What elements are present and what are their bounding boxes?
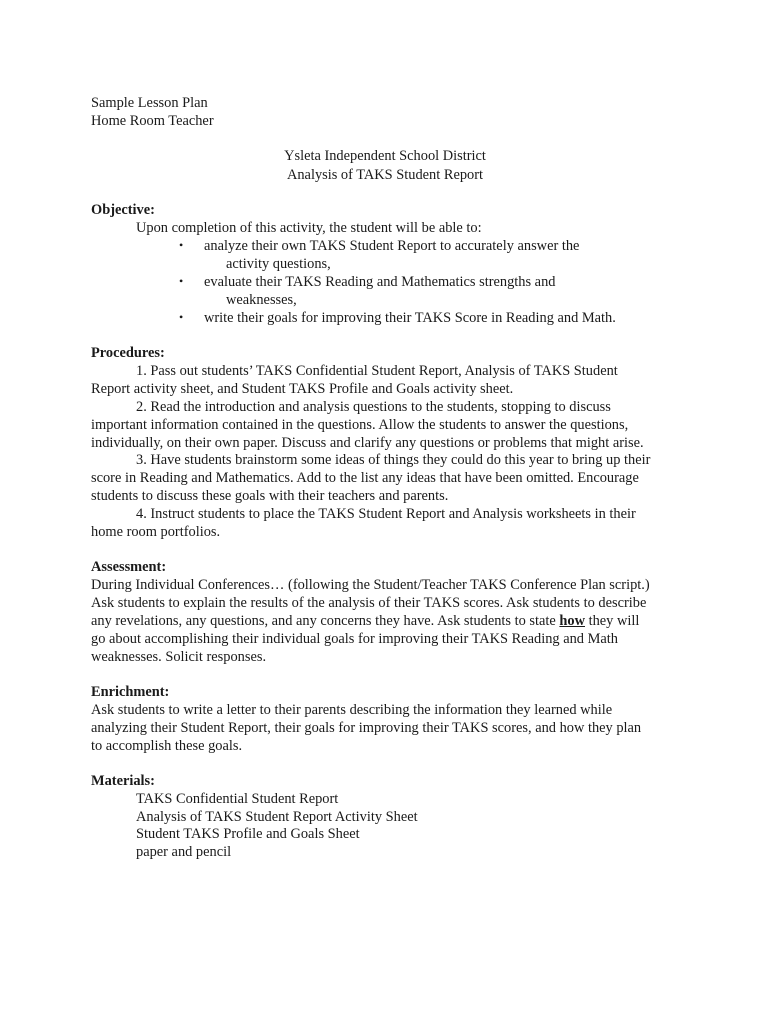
assessment-line bbox=[91, 612, 639, 630]
document-title: Analysis of TAKS Student Report bbox=[286, 167, 484, 183]
enrichment-heading: Enrichment: bbox=[91, 684, 170, 700]
procedure-step-2-cont: important information contained in the questions. Allow the students to answer the questions, bbox=[91, 417, 629, 433]
procedure-step-4: 4. Instruct students to place the TAKS Student Report and Analysis worksheets in their bbox=[136, 506, 636, 522]
assessment-line: Ask students to explain the results of the analysis of their TAKS scores. Ask students to describe bbox=[91, 595, 647, 611]
assessment-line: During Individual Conferences… (following the Student/Teacher TAKS Conference Plan script.) bbox=[91, 577, 650, 593]
district-name: Ysleta Independent School District bbox=[284, 148, 486, 164]
objective-bullet-1-cont: activity questions, bbox=[226, 256, 331, 272]
procedure-step-1: 1. Pass out students’ TAKS Confidential Student Report, Analysis of TAKS Student bbox=[136, 363, 618, 379]
material-item: paper and pencil bbox=[136, 844, 232, 860]
bullet-icon: • bbox=[179, 238, 184, 252]
procedure-step-3-cont: students to discuss these goals with their teachers and parents. bbox=[91, 488, 449, 504]
doc-label: Sample Lesson Plan bbox=[91, 95, 208, 111]
assessment-line: weaknesses. Solicit responses. bbox=[91, 649, 267, 665]
procedures-heading: Procedures: bbox=[91, 345, 165, 361]
procedure-step-2: 2. Read the introduction and analysis questions to the students, stopping to discuss bbox=[136, 399, 611, 415]
enrichment-line: analyzing their Student Report, their goals for improving their TAKS scores, and how they plan bbox=[91, 720, 642, 736]
enrichment-line: Ask students to write a letter to their parents describing the information they learned while bbox=[91, 702, 613, 718]
emphasis-how: how bbox=[559, 613, 585, 629]
procedure-step-4-cont: home room portfolios. bbox=[91, 524, 221, 540]
material-item: TAKS Confidential Student Report bbox=[136, 791, 339, 807]
doc-role: Home Room Teacher bbox=[91, 113, 214, 129]
material-item: Student TAKS Profile and Goals Sheet bbox=[136, 826, 360, 842]
procedure-step-3: 3. Have students brainstorm some ideas of things they could do this year to bring up their bbox=[136, 452, 651, 468]
objective-intro: Upon completion of this activity, the student will be able to: bbox=[136, 220, 482, 236]
bullet-icon: • bbox=[179, 274, 184, 288]
procedure-step-3-cont: score in Reading and Mathematics. Add to the list any ideas that have been omitted. Encourage bbox=[91, 470, 639, 486]
objective-bullet-3: write their goals for improving their TAKS Score in Reading and Math. bbox=[204, 310, 616, 326]
objective-heading: Objective: bbox=[91, 202, 155, 218]
objective-bullet-2-cont: weaknesses, bbox=[226, 292, 297, 308]
material-item: Analysis of TAKS Student Report Activity Sheet bbox=[136, 809, 418, 825]
materials-heading: Materials: bbox=[91, 773, 155, 789]
objective-bullet-2: evaluate their TAKS Reading and Mathematics strengths and bbox=[204, 274, 556, 290]
assessment-heading: Assessment: bbox=[91, 559, 167, 575]
enrichment-line: to accomplish these goals. bbox=[91, 738, 243, 754]
objective-bullet-1: analyze their own TAKS Student Report to accurately answer the bbox=[204, 238, 580, 254]
assessment-line: go about accomplishing their individual goals for improving their TAKS Reading and Math bbox=[91, 631, 618, 647]
procedure-step-1-cont: Report activity sheet, and Student TAKS Profile and Goals activity sheet. bbox=[91, 381, 514, 397]
procedure-step-2-cont: individually, on their own paper. Discuss and clarify any questions or problems that might arise. bbox=[91, 435, 644, 451]
assessment-text: they will bbox=[584, 613, 640, 629]
assessment-text: any revelations, any questions, and any concerns they have. Ask students to state bbox=[91, 613, 560, 629]
bullet-icon: • bbox=[179, 310, 184, 324]
